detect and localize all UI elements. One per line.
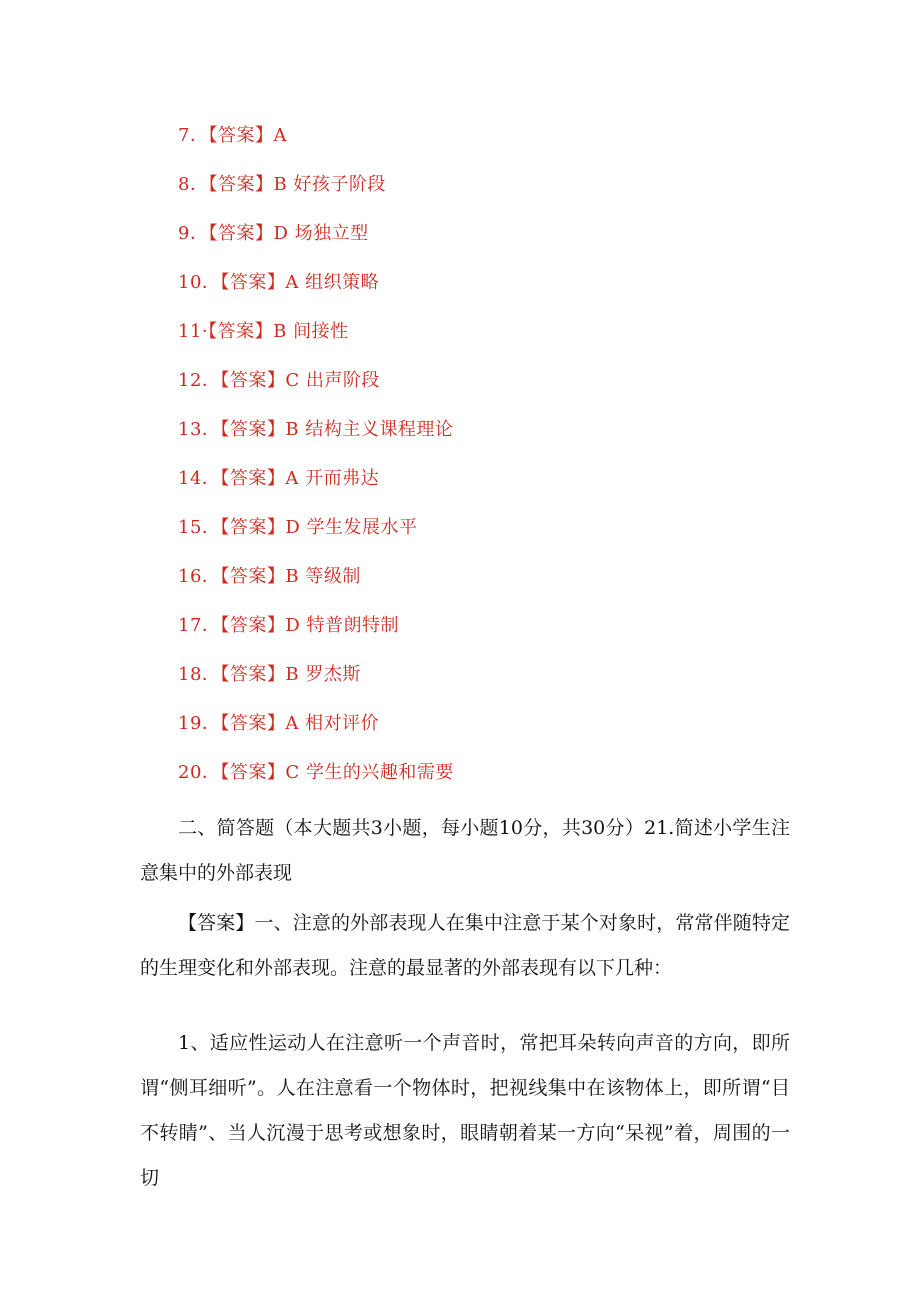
point-one-block: [140, 1021, 790, 1201]
answer-text: ．【答案】A 相对评价: [201, 713, 380, 734]
answer-item-11: [178, 318, 454, 367]
answer-item-8: [178, 171, 454, 220]
answer-number: 16: [178, 566, 202, 587]
answer-item-9: [178, 220, 454, 269]
answer-number: 12: [178, 370, 202, 391]
answer-item-10: [178, 269, 454, 318]
answer-item-17: [178, 612, 454, 661]
answer-text: ．【答案】B 好孩子阶段: [189, 174, 386, 195]
answer-number: 17: [178, 615, 202, 636]
answer-number: 19: [178, 713, 202, 734]
answer-text: 【答案】B 间接性: [208, 321, 349, 342]
answer-number: 18: [178, 664, 202, 685]
answer-text: ．【答案】D 场独立型: [189, 223, 369, 244]
answer-item-12: [178, 367, 454, 416]
answer-item-7: [178, 122, 454, 171]
section-question-block: [140, 806, 790, 896]
answer-item-20: [178, 759, 454, 808]
answer-text: ．【答案】D 特普朗特制: [201, 615, 400, 636]
answer-item-18: [178, 661, 454, 710]
answer-number: 9: [178, 223, 190, 244]
answer-list: [178, 122, 454, 808]
answer-text: ．【答案】A 开而弗达: [201, 468, 380, 489]
answer-text: ．【答案】C 出声阶段: [201, 370, 380, 391]
answer-item-13: [178, 416, 454, 465]
answer-item-19: [178, 710, 454, 759]
answer-number: 15: [178, 517, 202, 538]
answer-text: ．【答案】A: [189, 125, 287, 146]
answer-text: ．【答案】D 学生发展水平: [201, 517, 418, 538]
answer-text: ．【答案】A 组织策略: [201, 272, 380, 293]
answer-intro-block: [140, 901, 790, 991]
answer-number: 11·: [178, 321, 209, 342]
answer-intro-paragraph: 【答案】一、注意的外部表现人在集中注意于某个对象时，常常伴随特定的生理变化和外部表现。注意的最显著的外部表现有以下几种：: [140, 912, 790, 979]
answer-number: 13: [178, 419, 202, 440]
answer-item-14: [178, 465, 454, 514]
answer-number: 20: [178, 762, 202, 783]
answer-text: ．【答案】C 学生的兴趣和需要: [201, 762, 454, 783]
answer-item-16: [178, 563, 454, 612]
section-heading-question: 二、简答题（本大题共3小题，每小题10分，共30分）21.简述小学生注意集中的外部表现: [140, 817, 790, 884]
answer-text: ．【答案】B 罗杰斯: [201, 664, 361, 685]
answer-number: 10: [178, 272, 202, 293]
answer-text: ．【答案】B 等级制: [201, 566, 361, 587]
answer-item-15: [178, 514, 454, 563]
point-one-paragraph: 1、适应性运动人在注意听一个声音时，常把耳朵转向声音的方向，即所谓“侧耳细听”。人在注意看一个物体时，把视线集中在该物体上，即所谓“目不转睛”、当人沉漫于思考或想象时，眼睛朝着某一方向“呆视”着，周围的一切: [140, 1032, 790, 1189]
answer-text: ．【答案】B 结构主义课程理论: [201, 419, 454, 440]
answer-number: 8: [178, 174, 190, 195]
answer-number: 14: [178, 468, 202, 489]
answer-number: 7: [178, 125, 190, 146]
